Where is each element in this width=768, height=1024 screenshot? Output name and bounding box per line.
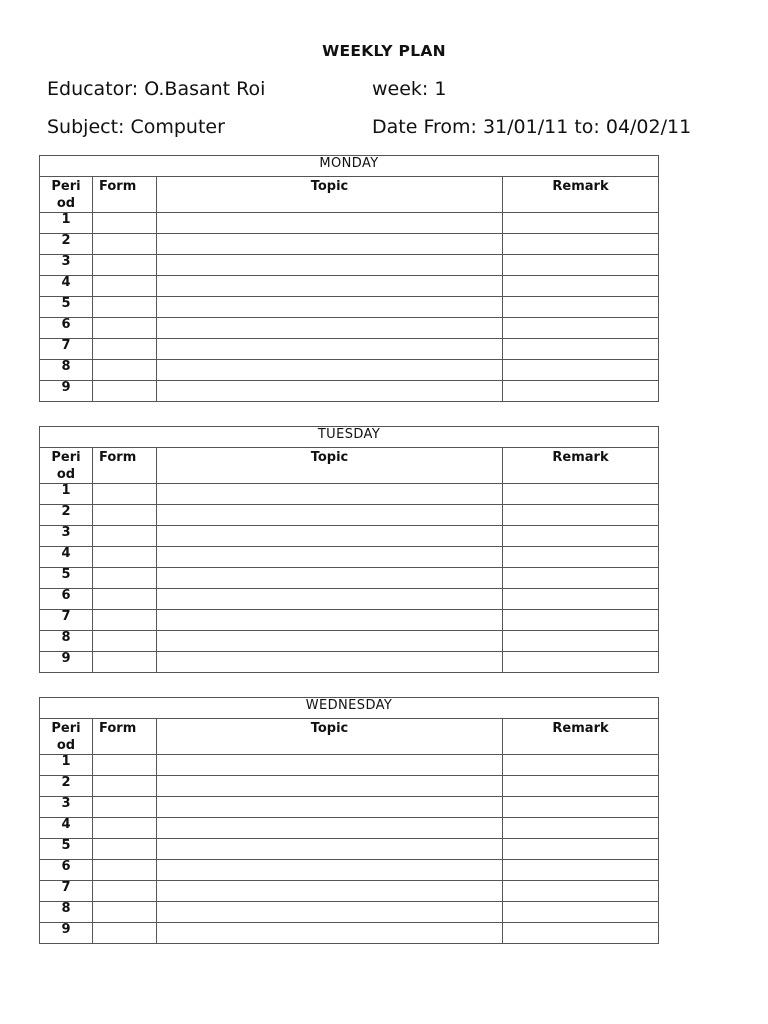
table-row xyxy=(40,797,659,818)
remark-cell[interactable] xyxy=(503,297,659,318)
remark-cell[interactable] xyxy=(503,526,659,547)
topic-cell[interactable] xyxy=(157,797,503,818)
period-number: 4 xyxy=(40,818,93,839)
column-header-period xyxy=(40,448,93,484)
remark-cell[interactable] xyxy=(503,255,659,276)
form-cell[interactable] xyxy=(93,297,157,318)
form-cell[interactable] xyxy=(93,589,157,610)
remark-cell[interactable] xyxy=(503,318,659,339)
table-row xyxy=(40,652,659,673)
period-number: 5 xyxy=(40,568,93,589)
topic-cell[interactable] xyxy=(157,547,503,568)
period-number: 3 xyxy=(40,526,93,547)
form-cell[interactable] xyxy=(93,881,157,902)
topic-cell[interactable] xyxy=(157,526,503,547)
table-row xyxy=(40,381,659,402)
remark-cell[interactable] xyxy=(503,547,659,568)
table-row xyxy=(40,755,659,776)
topic-cell[interactable] xyxy=(157,568,503,589)
form-cell[interactable] xyxy=(93,902,157,923)
remark-cell[interactable] xyxy=(503,839,659,860)
remark-cell[interactable] xyxy=(503,568,659,589)
remark-cell[interactable] xyxy=(503,818,659,839)
form-cell[interactable] xyxy=(93,526,157,547)
remark-cell[interactable] xyxy=(503,213,659,234)
remark-cell[interactable] xyxy=(503,484,659,505)
week-label: week: 1 xyxy=(372,78,447,100)
period-number: 3 xyxy=(40,255,93,276)
form-cell[interactable] xyxy=(93,776,157,797)
topic-cell[interactable] xyxy=(157,505,503,526)
form-cell[interactable] xyxy=(93,484,157,505)
table-row xyxy=(40,818,659,839)
form-cell[interactable] xyxy=(93,631,157,652)
form-cell[interactable] xyxy=(93,213,157,234)
topic-cell[interactable] xyxy=(157,381,503,402)
form-cell[interactable] xyxy=(93,255,157,276)
remark-cell[interactable] xyxy=(503,797,659,818)
table-row xyxy=(40,360,659,381)
table-row xyxy=(40,610,659,631)
period-header-line1: Peri xyxy=(51,179,81,194)
topic-cell[interactable] xyxy=(157,297,503,318)
topic-cell[interactable] xyxy=(157,881,503,902)
column-header-form: Form xyxy=(93,448,157,484)
table-row xyxy=(40,923,659,944)
period-number: 1 xyxy=(40,213,93,234)
day-name: TUESDAY xyxy=(40,427,659,448)
table-row xyxy=(40,526,659,547)
period-header-line2: od xyxy=(56,467,76,482)
period-number: 1 xyxy=(40,755,93,776)
table-row xyxy=(40,234,659,255)
table-row xyxy=(40,776,659,797)
remark-cell[interactable] xyxy=(503,776,659,797)
page-title: WEEKLY PLAN xyxy=(322,42,446,60)
period-number: 2 xyxy=(40,776,93,797)
remark-cell[interactable] xyxy=(503,360,659,381)
period-header-line1: Peri xyxy=(51,450,81,465)
column-header-form: Form xyxy=(93,719,157,755)
remark-cell[interactable] xyxy=(503,234,659,255)
topic-cell[interactable] xyxy=(157,860,503,881)
table-row xyxy=(40,589,659,610)
column-header-form: Form xyxy=(93,177,157,213)
topic-cell[interactable] xyxy=(157,902,503,923)
period-number: 2 xyxy=(40,234,93,255)
remark-cell[interactable] xyxy=(503,923,659,944)
column-header-topic: Topic xyxy=(157,448,503,484)
form-cell[interactable] xyxy=(93,652,157,673)
topic-cell[interactable] xyxy=(157,234,503,255)
form-cell[interactable] xyxy=(93,318,157,339)
period-number: 6 xyxy=(40,318,93,339)
remark-cell[interactable] xyxy=(503,860,659,881)
educator-label: Educator: O.Basant Roi xyxy=(47,78,266,100)
topic-cell[interactable] xyxy=(157,318,503,339)
table-row xyxy=(40,631,659,652)
period-number: 5 xyxy=(40,839,93,860)
table-row xyxy=(40,568,659,589)
period-number: 6 xyxy=(40,860,93,881)
period-number: 9 xyxy=(40,923,93,944)
form-cell[interactable] xyxy=(93,818,157,839)
period-number: 5 xyxy=(40,297,93,318)
topic-cell[interactable] xyxy=(157,839,503,860)
form-cell[interactable] xyxy=(93,276,157,297)
period-number: 3 xyxy=(40,797,93,818)
period-number: 8 xyxy=(40,902,93,923)
period-number: 6 xyxy=(40,589,93,610)
topic-cell[interactable] xyxy=(157,484,503,505)
table-row xyxy=(40,297,659,318)
table-row xyxy=(40,484,659,505)
period-number: 8 xyxy=(40,631,93,652)
form-cell[interactable] xyxy=(93,923,157,944)
topic-cell[interactable] xyxy=(157,652,503,673)
column-header-topic: Topic xyxy=(157,719,503,755)
day-table-wednesday xyxy=(39,697,659,944)
form-cell[interactable] xyxy=(93,505,157,526)
table-row xyxy=(40,318,659,339)
form-cell[interactable] xyxy=(93,381,157,402)
date-range-label: Date From: 31/01/11 to: 04/02/11 xyxy=(372,116,692,138)
day-name: MONDAY xyxy=(40,156,659,177)
form-cell[interactable] xyxy=(93,339,157,360)
table-row xyxy=(40,547,659,568)
subject-label: Subject: Computer xyxy=(47,116,225,138)
remark-cell[interactable] xyxy=(503,610,659,631)
topic-cell[interactable] xyxy=(157,631,503,652)
topic-cell[interactable] xyxy=(157,610,503,631)
table-row xyxy=(40,881,659,902)
column-header-remark: Remark xyxy=(503,448,659,484)
period-number: 7 xyxy=(40,339,93,360)
period-number: 8 xyxy=(40,360,93,381)
table-row xyxy=(40,902,659,923)
table-row xyxy=(40,505,659,526)
remark-cell[interactable] xyxy=(503,902,659,923)
topic-cell[interactable] xyxy=(157,339,503,360)
period-number: 4 xyxy=(40,547,93,568)
column-header-remark: Remark xyxy=(503,177,659,213)
column-header-period xyxy=(40,719,93,755)
period-header-line1: Peri xyxy=(51,721,81,736)
period-header-line2: od xyxy=(56,196,76,211)
period-number: 2 xyxy=(40,505,93,526)
remark-cell[interactable] xyxy=(503,755,659,776)
form-cell[interactable] xyxy=(93,839,157,860)
form-cell[interactable] xyxy=(93,860,157,881)
day-table-tuesday xyxy=(39,426,659,673)
remark-cell[interactable] xyxy=(503,652,659,673)
table-row xyxy=(40,339,659,360)
topic-cell[interactable] xyxy=(157,755,503,776)
period-number: 9 xyxy=(40,381,93,402)
period-number: 1 xyxy=(40,484,93,505)
remark-cell[interactable] xyxy=(503,505,659,526)
form-cell[interactable] xyxy=(93,360,157,381)
topic-cell[interactable] xyxy=(157,255,503,276)
form-cell[interactable] xyxy=(93,234,157,255)
topic-cell[interactable] xyxy=(157,923,503,944)
period-number: 9 xyxy=(40,652,93,673)
form-cell[interactable] xyxy=(93,755,157,776)
column-header-remark: Remark xyxy=(503,719,659,755)
topic-cell[interactable] xyxy=(157,818,503,839)
period-header-line2: od xyxy=(56,738,76,753)
period-number: 7 xyxy=(40,881,93,902)
remark-cell[interactable] xyxy=(503,881,659,902)
table-row xyxy=(40,276,659,297)
remark-cell[interactable] xyxy=(503,339,659,360)
remark-cell[interactable] xyxy=(503,589,659,610)
form-cell[interactable] xyxy=(93,568,157,589)
form-cell[interactable] xyxy=(93,797,157,818)
column-header-topic: Topic xyxy=(157,177,503,213)
remark-cell[interactable] xyxy=(503,631,659,652)
table-row xyxy=(40,860,659,881)
remark-cell[interactable] xyxy=(503,276,659,297)
remark-cell[interactable] xyxy=(503,381,659,402)
table-row xyxy=(40,213,659,234)
column-header-period xyxy=(40,177,93,213)
topic-cell[interactable] xyxy=(157,776,503,797)
day-table-monday xyxy=(39,155,659,402)
period-number: 4 xyxy=(40,276,93,297)
topic-cell[interactable] xyxy=(157,276,503,297)
table-row xyxy=(40,839,659,860)
day-name: WEDNESDAY xyxy=(40,698,659,719)
period-number: 7 xyxy=(40,610,93,631)
topic-cell[interactable] xyxy=(157,589,503,610)
form-cell[interactable] xyxy=(93,610,157,631)
topic-cell[interactable] xyxy=(157,213,503,234)
form-cell[interactable] xyxy=(93,547,157,568)
table-row xyxy=(40,255,659,276)
topic-cell[interactable] xyxy=(157,360,503,381)
